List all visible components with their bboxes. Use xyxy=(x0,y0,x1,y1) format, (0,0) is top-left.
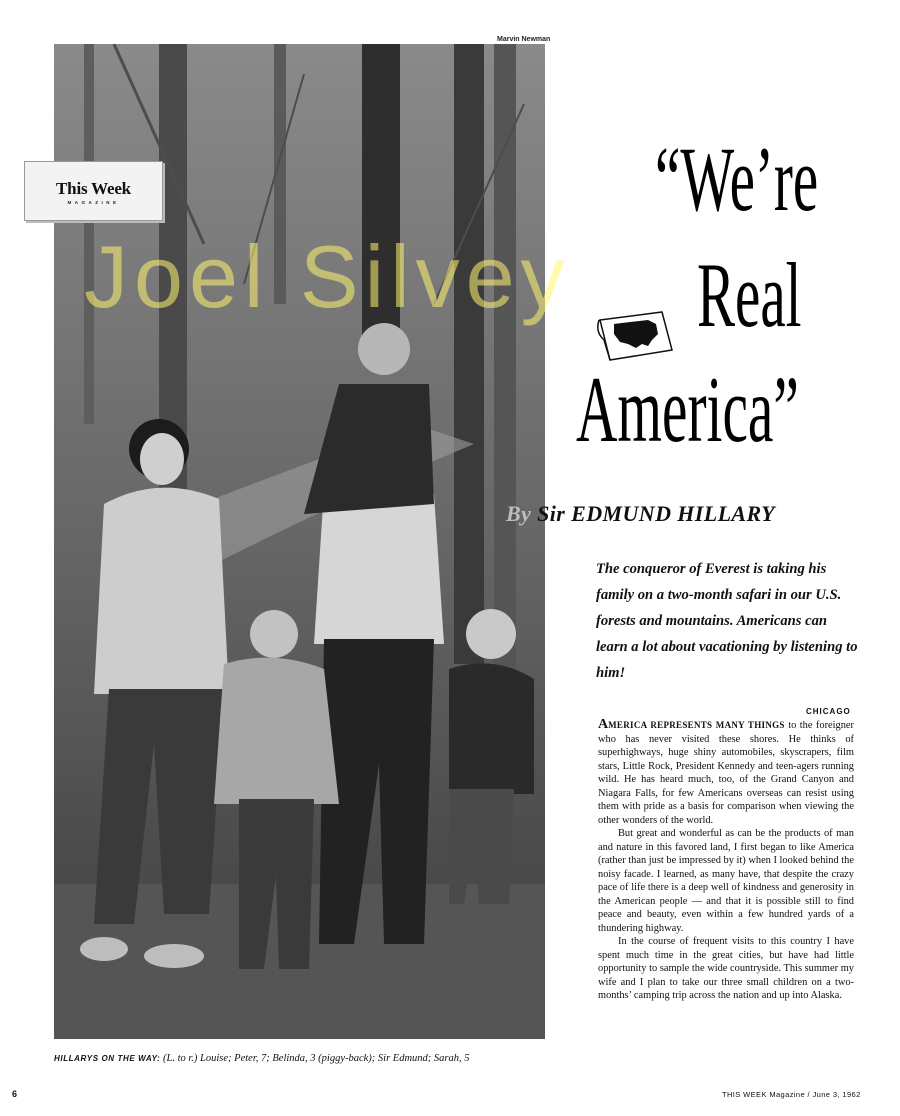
deck-summary: The conqueror of Everest is taking his family on a two-month safari in our U.S. forests and mountains. Americans can learn a lot about vacationing by listening to him! xyxy=(596,561,858,681)
dateline: CHICAGO xyxy=(806,707,851,716)
paragraph-3: In the course of frequent visits to this country I have spent much time in the great cities, but have had little opportunity to sample the wide countryside. This summer my wife and I plan to take our three small children on a two-months’ camping trip across the nation and up into Alaska. xyxy=(598,936,854,1001)
caption-label: HILLARYS ON THE WAY: xyxy=(54,1054,161,1063)
caption-text: (L. to r.) Louise; Peter, 7; Belinda, 3 (piggy-back); Sir Edmund; Sarah, 5 xyxy=(160,1053,470,1064)
this-week-logo xyxy=(24,161,163,221)
headline-line-2: Real xyxy=(697,244,802,346)
byline-by: By xyxy=(506,501,532,526)
byline-author: Sir EDMUND HILLARY xyxy=(537,501,775,526)
paragraph-1-text: to the foreigner who has never visited these shores. He thinks of superhighways, huge shiny automobiles, skyscrapers, film stars, Little Rock, President Kennedy and teen-agers running wild. He has heard much, too, of the Grand Canyon and Niagara Falls, for few Americans overseas can resist using them with pride as a basis for comparison when viewing the other wonders of the world. xyxy=(598,720,854,826)
photo-caption xyxy=(54,1048,470,1066)
lede-small-caps: MERICA REPRESENTS MANY THINGS xyxy=(608,720,785,730)
article-body xyxy=(598,718,854,1003)
photo-credit: Marvin Newman xyxy=(497,36,551,43)
us-map-flag-icon xyxy=(596,310,676,362)
headline-line-1: “We’re xyxy=(655,128,819,230)
logo-title: This Week xyxy=(56,179,131,198)
paragraph-1 xyxy=(598,718,854,827)
page-number: 6 xyxy=(12,1089,18,1099)
footer-issue: THIS WEEK Magazine / June 3, 1962 xyxy=(722,1090,861,1099)
byline xyxy=(506,501,775,527)
logo-subtitle: MAGAZINE xyxy=(67,200,120,205)
watermark: Joel Silvey xyxy=(84,227,571,326)
paragraph-2: But great and wonderful as can be the products of man and nature in this favored land, I first began to like America (rather than just be impressed by it) when I looked behind the noisy facade. I learned, as many have, that despite the crazy pace of life there is a deep well of kindness and generosity in the American people — and that it is possible still to find peace and beauty, even within a few hundred yards of a thundering highway. xyxy=(598,828,854,934)
lede-initial: A xyxy=(598,717,609,732)
headline-line-3: America” xyxy=(576,358,799,462)
